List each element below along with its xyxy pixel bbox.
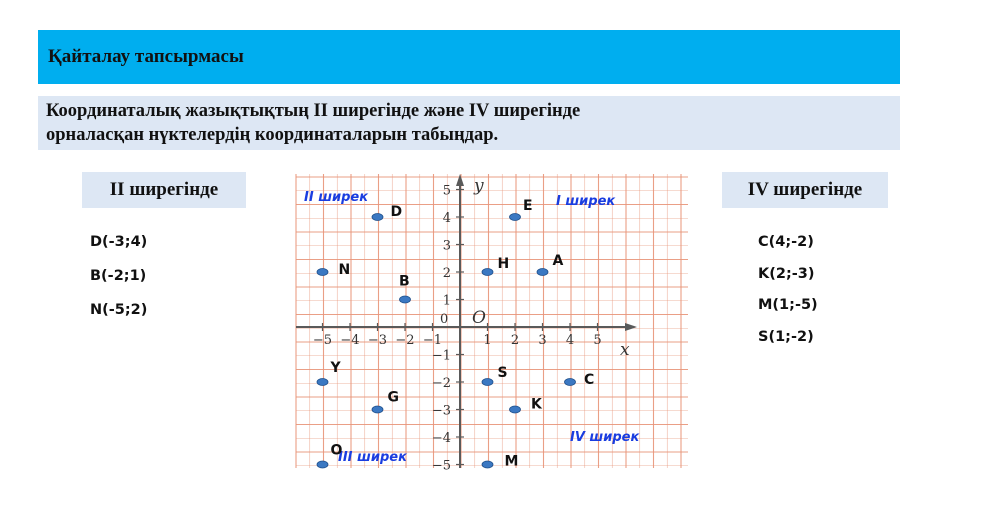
y-tick-label: −5: [431, 458, 451, 472]
point-y: [317, 379, 328, 386]
point-label-y: Y: [330, 360, 341, 376]
y-tick-label: 5: [442, 183, 451, 199]
point-o: [317, 461, 328, 468]
coordinate-m: M(1;-5): [758, 297, 818, 313]
task-line-1: Координаталық жазықтықтың II ширегінде және IV ширегінде: [46, 101, 581, 121]
quadrant-4-header: IV ширегінде: [722, 172, 888, 208]
y-tick-label: 2: [442, 266, 451, 281]
x-tick-label: −1: [422, 333, 443, 348]
task-line-2: орналасқан нүктелердің координаталарын табыңдар.: [46, 125, 499, 145]
origin-label: O: [472, 308, 486, 328]
point-g: [372, 406, 383, 413]
point-e: [510, 214, 521, 221]
y-tick-label: −2: [431, 376, 451, 391]
coordinate-d: D(-3;4): [90, 234, 148, 250]
x-tick-label: −2: [395, 333, 415, 348]
point-k: [510, 406, 521, 413]
x-axis-label: x: [620, 340, 630, 360]
x-tick-label: −3: [367, 333, 388, 348]
quadrant-1-label: I ширек: [556, 194, 616, 209]
point-label-b: B: [399, 273, 410, 290]
point-label-c: C: [584, 372, 595, 388]
zero-label: 0: [440, 312, 449, 327]
point-label-g: G: [387, 389, 399, 406]
point-label-e: E: [523, 198, 533, 214]
coordinate-s: S(1;-2): [758, 329, 814, 345]
quadrant-3-label: III ширек: [338, 450, 407, 465]
slide-title: Қайталау тапсырмасы: [38, 30, 900, 84]
point-label-d: D: [390, 204, 403, 220]
coordinate-plane-svg: [292, 170, 692, 472]
x-tick-label: 1: [483, 333, 492, 348]
coordinate-n: N(-5;2): [90, 302, 148, 318]
point-label-o: O: [330, 442, 343, 459]
x-tick-label: 5: [593, 333, 602, 348]
x-tick-label: 4: [565, 333, 575, 348]
y-tick-label: 4: [442, 211, 451, 226]
point-m: [482, 461, 493, 468]
point-c: [565, 379, 576, 386]
x-axis-arrow: [625, 323, 637, 331]
point-label-h: H: [497, 256, 510, 272]
y-axis-arrow: [456, 174, 464, 186]
point-s: [482, 379, 493, 386]
y-axis-label: y: [474, 176, 484, 196]
x-tick-label: 2: [510, 333, 520, 348]
point-b: [400, 296, 411, 303]
x-tick-label: −4: [340, 333, 360, 348]
coordinate-c: C(4;-2): [758, 234, 814, 250]
y-tick-label: 1: [442, 293, 451, 309]
y-tick-label: −4: [431, 431, 451, 446]
coordinate-plane: [292, 170, 692, 472]
y-tick-label: −1: [431, 348, 451, 364]
point-label-s: S: [497, 365, 508, 381]
x-tick-label: −5: [312, 333, 333, 348]
point-n: [317, 269, 328, 276]
point-h: [482, 269, 493, 276]
quadrant-4-label: IV ширек: [570, 430, 640, 445]
point-label-k: K: [531, 396, 542, 413]
point-label-n: N: [338, 262, 351, 278]
point-d: [372, 214, 383, 221]
point-label-a: A: [552, 253, 564, 269]
quadrant-2-label: II ширек: [304, 190, 369, 205]
y-tick-label: 3: [442, 238, 451, 254]
x-tick-label: 3: [538, 333, 547, 348]
quadrant-2-header: II ширегінде: [82, 172, 246, 208]
point-a: [537, 269, 548, 276]
coordinate-b: B(-2;1): [90, 268, 147, 284]
task-text: [38, 96, 900, 150]
coordinate-k: K(2;-3): [758, 266, 815, 282]
point-label-m: M: [504, 453, 519, 470]
y-tick-label: −3: [431, 403, 451, 419]
